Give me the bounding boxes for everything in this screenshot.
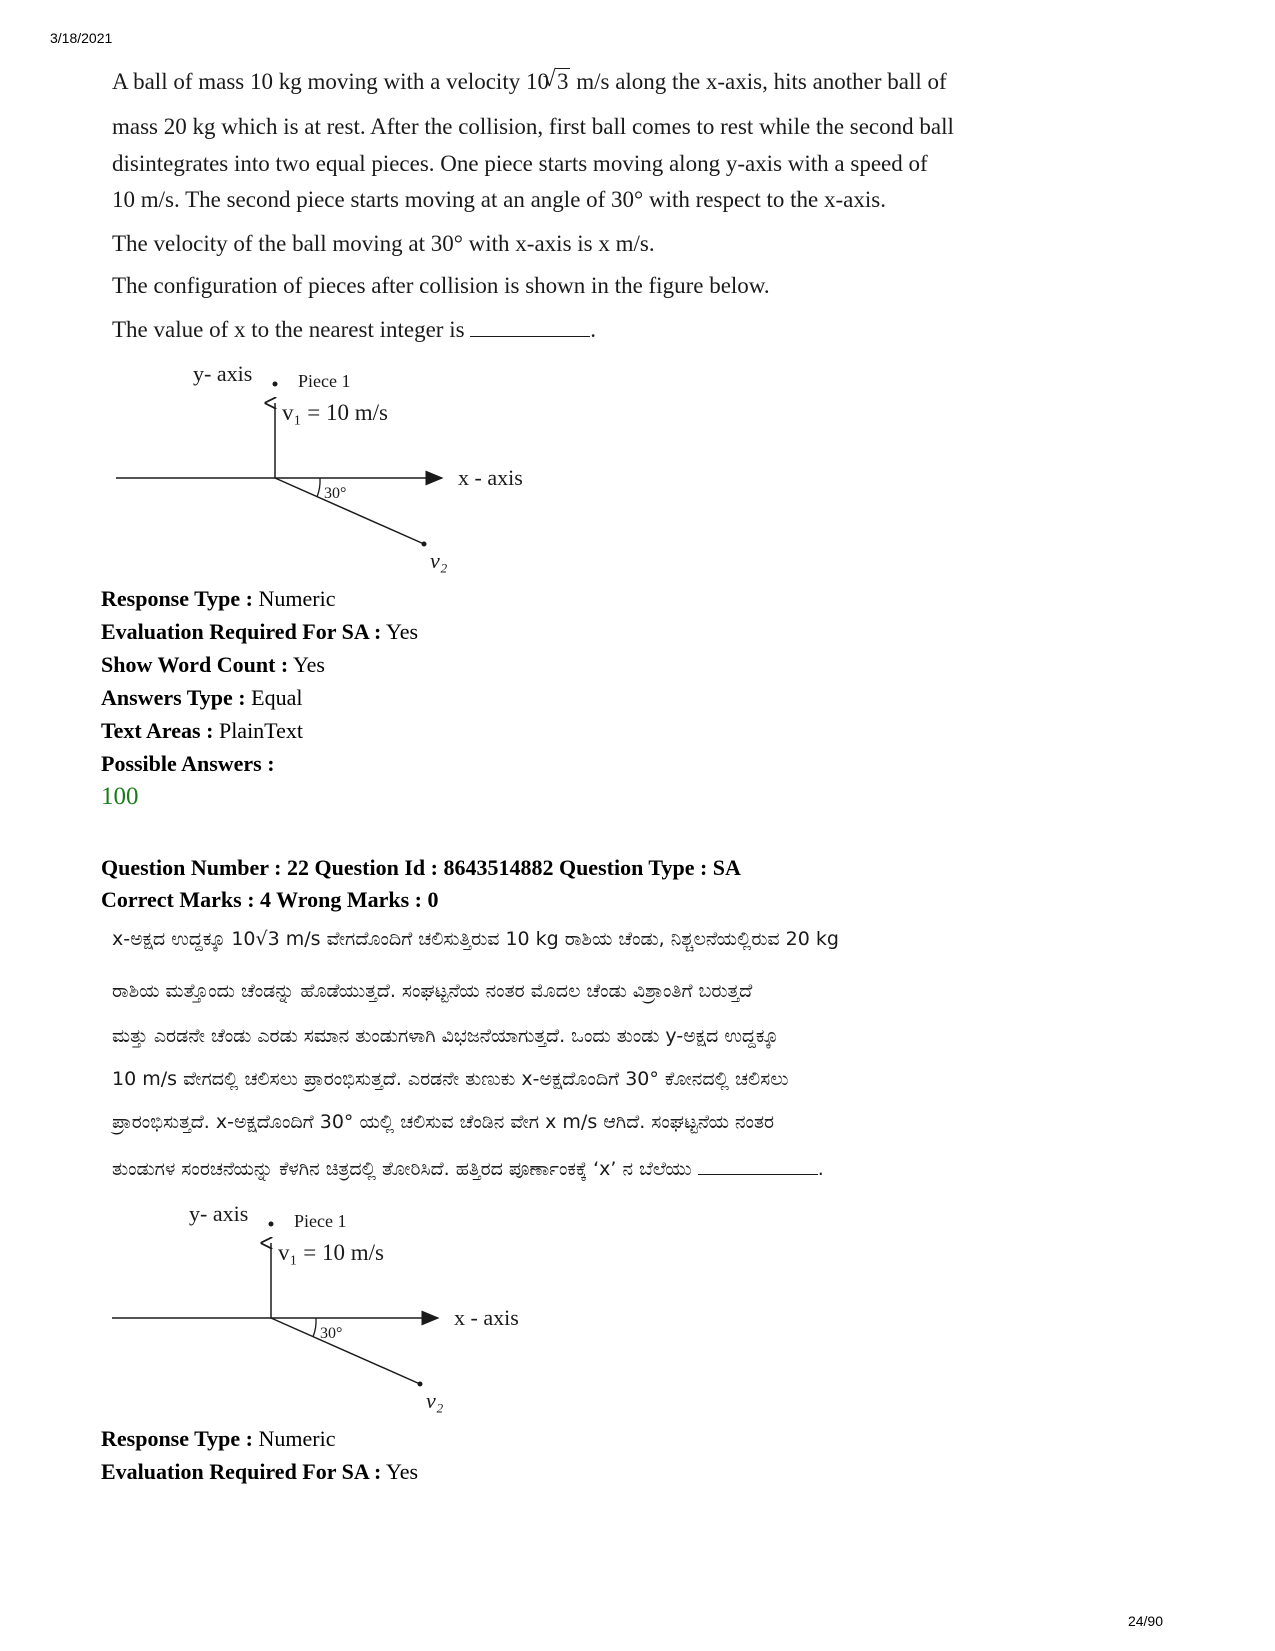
x-axis-label: x - axis	[458, 465, 523, 490]
marks-line: Correct Marks : 4 Wrong Marks : 0	[101, 887, 439, 912]
q22-line-6: ತುಂಡುಗಳ ಸಂರಚನೆಯನ್ನು ಕೆಳಗಿನ ಚಿತ್ರದಲ್ಲಿ ತೋರಿಸಿದೆ. ಹತ್ತಿರದ ಪೂರ್ಣಾಂಕಕ್ಕೆ ‘x’ ನ ಬೆಲೆಯು .	[112, 1158, 824, 1180]
y-axis-dot	[269, 1222, 274, 1227]
y-axis-label: y- axis	[193, 361, 253, 386]
q21-line-1: A ball of mass 10 kg moving with a velocity 10√ 3 m/s along the x-axis, hits another ball of	[112, 68, 947, 94]
x-axis-label: x - axis	[454, 1305, 519, 1330]
q22-diagram	[108, 1198, 548, 1418]
y-axis-dot	[273, 382, 278, 387]
q21-line-5: The velocity of the ball moving at 30° with x-axis is x m/s.	[112, 231, 655, 256]
q21-diagram	[112, 358, 552, 578]
v2-dot	[418, 1382, 423, 1387]
question-info-line: Question Number : 22 Question Id : 8643514882 Question Type : SA	[101, 855, 741, 880]
possible-answers-row: Possible Answers :	[101, 751, 275, 776]
piece-1-label: Piece 1	[294, 1211, 347, 1231]
q22-line-3: ಮತ್ತು ಎರಡನೇ ಚೆಂಡು ಎರಡು ಸಮಾನ ತುಂಡುಗಳಾಗಿ ವಿಭಜನೆಯಾಗುತ್ತದೆ. ಒಂದು ತುಂಡು y-ಅಕ್ಷದ ಉದ್ದಕ್ಕೂ	[112, 1025, 779, 1047]
v2-dot	[422, 542, 427, 547]
response-type-row: Response Type : Numeric	[101, 586, 336, 611]
q22-header	[101, 852, 741, 916]
q21-line-7: The value of x to the nearest integer is .	[112, 317, 597, 342]
q21-metadata	[101, 582, 418, 814]
q22-line-5: ಪ್ರಾರಂಭಿಸುತ್ತದೆ. x-ಅಕ್ಷದೊಂದಿಗೆ 30° ಯಲ್ಲಿ ಚಲಿಸುವ ಚೆಂಡಿನ ವೇಗ x m/s ಆಗಿದೆ. ಸಂಘಟ್ಟನೆಯ ನಂತರ	[112, 1111, 775, 1133]
print-date: 3/18/2021	[50, 30, 113, 46]
v1-label: v₁ = 10 m/s	[282, 400, 388, 425]
text-areas-row: Text Areas : PlainText	[101, 718, 303, 743]
q21-line-6: The configuration of pieces after collision is shown in the figure below.	[112, 273, 770, 298]
v2-direction-line	[271, 1318, 420, 1384]
q22-metadata	[101, 1422, 418, 1488]
angle-label: 30°	[320, 1325, 343, 1342]
q21-line-2: mass 20 kg which is at rest. After the collision, first ball comes to rest while the second ball	[112, 114, 954, 139]
q22-line-2: ರಾಶಿಯ ಮತ್ತೊಂದು ಚೆಂಡನ್ನು ಹೊಡೆಯುತ್ತದೆ. ಸಂಘಟ್ಟನೆಯ ನಂತರ ಮೊದಲ ಚೆಂಡು ವಿಶ್ರಾಂತಿಗೆ ಬರುತ್ತದೆ	[112, 980, 753, 1002]
q21-line-4: 10 m/s. The second piece starts moving at an angle of 30° with respect to the x-axis.	[112, 187, 886, 212]
answers-type-row: Answers Type : Equal	[101, 685, 303, 710]
v2-direction-line	[275, 478, 424, 544]
q22-line-4: 10 m/s ವೇಗದಲ್ಲಿ ಚಲಿಸಲು ಪ್ರಾರಂಭಿಸುತ್ತದೆ. ಎರಡನೇ ತುಣುಕು x-ಅಕ್ಷದೊಂದಿಗೆ 30° ಕೋನದಲ್ಲಿ ಚಲಿಸಲು	[112, 1068, 789, 1090]
evaluation-required-row: Evaluation Required For SA : Yes	[101, 1459, 419, 1484]
sqrt-symbol: √ 3	[555, 68, 571, 94]
angle-arc	[317, 478, 320, 497]
q21-line-3: disintegrates into two equal pieces. One piece starts moving along y-axis with a speed of	[112, 151, 928, 176]
evaluation-required-row: Evaluation Required For SA : Yes	[101, 619, 419, 644]
y-axis-label: y- axis	[189, 1201, 249, 1226]
v2-label: v₂	[426, 1388, 444, 1413]
answer-blank	[698, 1156, 818, 1175]
piece-1-label: Piece 1	[298, 371, 351, 391]
q22-line-1: x-ಅಕ್ಷದ ಉದ್ದಕ್ಕೂ 10√3 m/s ವೇಗದೊಂದಿಗೆ ಚಲಿಸುತ್ತಿರುವ 10 kg ರಾಶಿಯ ಚೆಂಡು, ನಿಶ್ಚಲನೆಯಲ್ಲಿರುವ 20 kg	[112, 928, 839, 950]
page-number: 24/90	[1127, 1613, 1163, 1629]
answer-blank	[470, 318, 590, 337]
angle-arc	[313, 1318, 316, 1337]
show-word-count-row: Show Word Count : Yes	[101, 652, 325, 677]
response-type-row: Response Type : Numeric	[101, 1426, 336, 1451]
possible-answer-value: 100	[101, 783, 139, 810]
angle-label: 30°	[324, 485, 347, 502]
v2-label: v₂	[430, 548, 448, 573]
v1-label: v₁ = 10 m/s	[278, 1240, 384, 1265]
